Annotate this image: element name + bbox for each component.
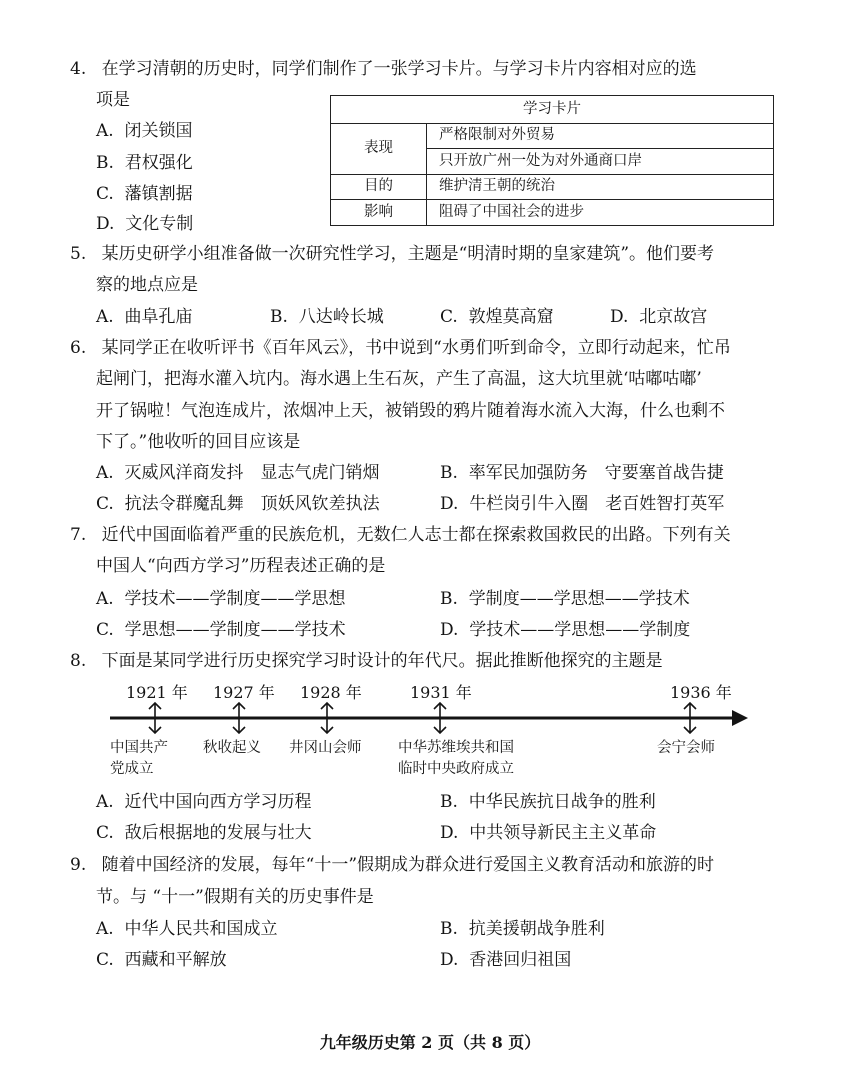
question-stem: 某同学正在收听评书《百年风云》，书中说到“水勇们听到命令，立即行动起来，忙吊	[101, 338, 731, 358]
option-a: A. 闭关锁国	[96, 121, 193, 141]
option-a: A. 近代中国向西方学习历程	[96, 792, 312, 812]
timeline-arrowhead	[732, 710, 748, 726]
timeline-event: 临时中央政府成立	[398, 761, 514, 777]
page-footer: 九年级历史第 2 页（共 8 页）	[319, 1033, 541, 1052]
timeline-year: 1928 年	[300, 683, 362, 702]
option-c: C. 藩镇割据	[96, 184, 193, 204]
card-row-value: 维护清王朝的统治	[439, 178, 555, 195]
option-a: A. 曲阜孔庙	[96, 307, 193, 327]
timeline-event: 中国共产	[110, 740, 168, 756]
question-number: 7.	[70, 525, 87, 545]
timeline-event: 中华苏维埃共和国	[398, 740, 514, 756]
card-row-key: 目的	[364, 178, 393, 195]
question-stem: 中国人“向西方学习”历程表述正确的是	[96, 556, 386, 576]
card-row-value: 严格限制对外贸易	[439, 127, 555, 144]
timeline-marker	[149, 703, 161, 733]
option-a: A. 灭威风洋商发抖 显志气虎门销烟	[96, 463, 380, 483]
card-row-key: 影响	[364, 203, 393, 220]
option-c: C. 敦煌莫高窟	[440, 307, 554, 327]
timeline-marker	[321, 703, 333, 733]
option-b: B. 率军民加强防务 守要塞首战告捷	[440, 463, 724, 483]
question-number: 5.	[70, 244, 87, 264]
timeline-event: 会宁会师	[657, 740, 715, 756]
question-number: 9.	[70, 855, 87, 875]
question-stem: 项是	[96, 90, 130, 110]
question-stem: 起闸门，把海水灌入坑内。海水遇上生石灰，产生了高温，这大坑里就‘咕嘟咕嘟’	[96, 369, 702, 389]
option-d: D. 北京故宫	[610, 307, 708, 327]
option-b: B. 学制度——学思想——学技术	[440, 589, 690, 609]
question-number: 6.	[70, 338, 87, 358]
card-row-key: 表现	[364, 140, 393, 157]
timeline-marker	[684, 703, 696, 733]
question-stem: 下面是某同学进行历史探究学习时设计的年代尺。据此推断他探究的主题是	[101, 651, 663, 671]
card-title: 学习卡片	[523, 101, 581, 118]
question-stem: 在学习清朝的历史时，同学们制作了一张学习卡片。与学习卡片内容相对应的选	[101, 59, 697, 79]
option-b: B. 君权强化	[96, 153, 193, 173]
option-c: C. 敌后根据地的发展与壮大	[96, 823, 312, 843]
timeline-marker	[434, 703, 446, 733]
study-card-table	[330, 95, 774, 226]
option-d: D. 牛栏岗引牛入圈 老百姓智打英军	[440, 494, 725, 514]
option-b: B. 中华民族抗日战争的胜利	[440, 792, 656, 812]
question-stem: 随着中国经济的发展，每年“十一”假期成为群众进行爱国主义教育活动和旅游的时	[101, 855, 715, 875]
question-number: 8.	[70, 651, 87, 671]
timeline-marker	[233, 703, 245, 733]
option-d: D. 文化专制	[96, 214, 194, 234]
option-a: A. 学技术——学制度——学思想	[96, 589, 346, 609]
timeline-year: 1936 年	[670, 683, 732, 702]
option-b: B. 抗美援朝战争胜利	[440, 919, 605, 939]
timeline-event: 井冈山会师	[289, 740, 362, 756]
question-stem: 下了。”他收听的回目应该是	[96, 432, 301, 452]
option-c: C. 学思想——学制度——学技术	[96, 620, 346, 640]
timeline-event: 秋收起义	[203, 740, 261, 756]
option-d: D. 中共领导新民主主义革命	[440, 823, 657, 843]
option-a: A. 中华人民共和国成立	[96, 919, 278, 939]
timeline-year: 1931 年	[410, 683, 472, 702]
question-stem: 察的地点应是	[96, 275, 198, 295]
option-d: D. 学技术——学思想——学制度	[440, 620, 691, 640]
question-stem: 节。与 “十一”假期有关的历史事件是	[96, 887, 374, 907]
question-stem: 近代中国面临着严重的民族危机，无数仁人志士都在探索救国救民的出路。下列有关	[101, 525, 731, 545]
question-stem: 某历史研学小组准备做一次研究性学习，主题是“明清时期的皇家建筑”。他们要考	[101, 244, 715, 264]
option-d: D. 香港回归祖国	[440, 950, 572, 970]
question-stem: 开了锅啦！气泡连成片，浓烟冲上天，被销毁的鸦片随着海水流入大海，什么也剩不	[96, 401, 725, 421]
timeline-year: 1927 年	[213, 683, 275, 702]
question-number: 4.	[70, 59, 87, 79]
option-c: C. 西藏和平解放	[96, 950, 227, 970]
option-b: B. 八达岭长城	[270, 307, 384, 327]
option-c: C. 抗法令群魔乱舞 顶妖风钦差执法	[96, 494, 380, 514]
card-row-value: 只开放广州一处为对外通商口岸	[439, 152, 642, 169]
timeline-year: 1921 年	[126, 683, 188, 702]
card-row-value: 阻碍了中国社会的进步	[439, 203, 584, 220]
timeline-event: 党成立	[110, 761, 154, 777]
